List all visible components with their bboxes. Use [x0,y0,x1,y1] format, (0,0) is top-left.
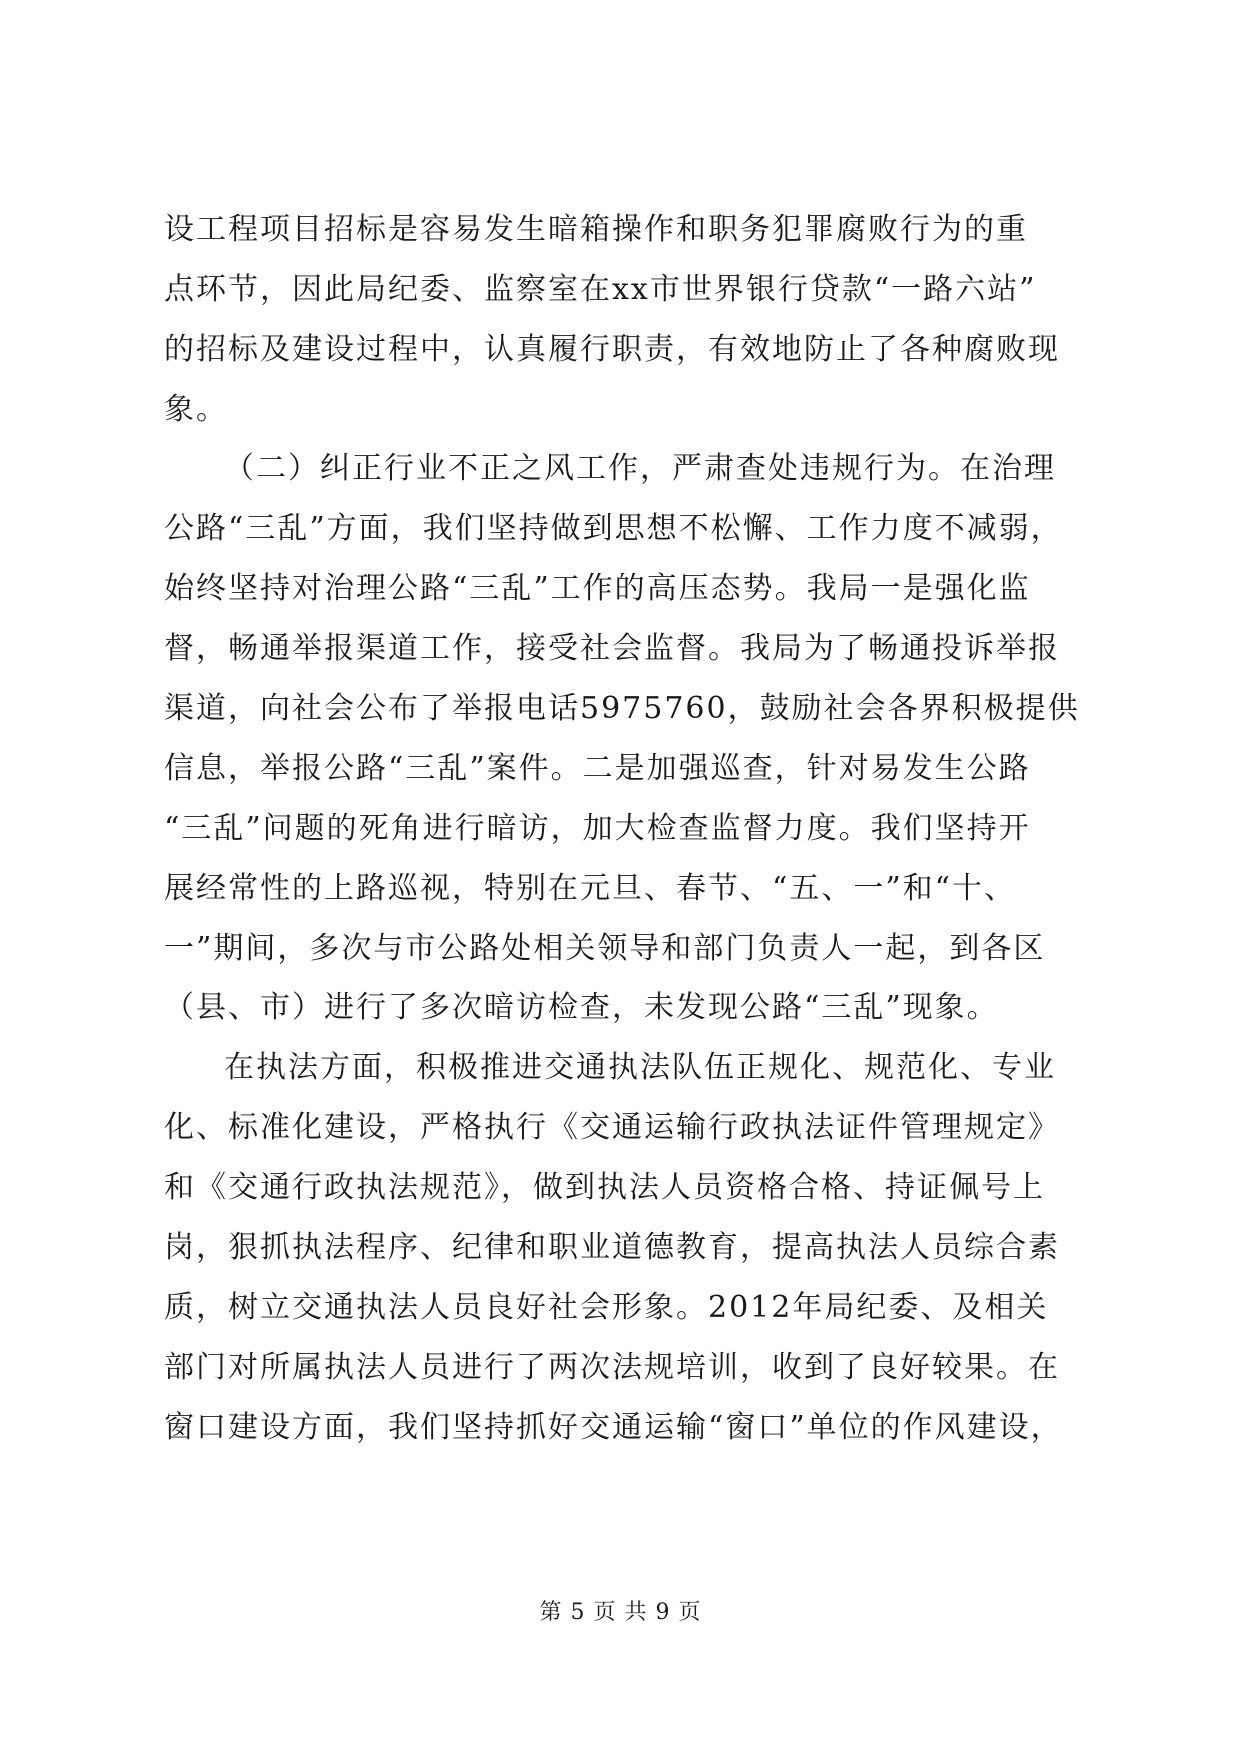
text-line: 督，畅通举报渠道工作，接受社会监督。我局为了畅通投诉举报 [164,631,1060,666]
text-line: 信息，举报公路“三乱”案件。二是加强巡查，针对易发生公路 [164,751,1031,786]
text-line: 始终坚持对治理公路“三乱”工作的高压态势。我局一是强化监 [164,571,1031,606]
text-line: 公路“三乱”方面，我们坚持做到思想不松懈、工作力度不减弱， [164,511,1063,546]
text-line: 质，树立交通执法人员良好社会形象。2012年局纪委、及相关 [164,1290,1049,1325]
text-line: （县、市）进行了多次暗访检查，未发现公路“三乱”现象。 [164,990,999,1025]
text-line: 的招标及建设过程中，认真履行职责，有效地防止了各种腐败现 [164,332,1060,367]
text-line: 岗，狠抓执法程序、纪律和职业道德教育，提高执法人员综合素 [164,1230,1060,1265]
text-line: 渠道，向社会公布了举报电话5975760，鼓励社会各界积极提供 [164,691,1080,726]
text-line: 点环节，因此局纪委、监察室在xx市世界银行贷款“一路六站” [164,272,1037,307]
text-line: 一”期间，多次与市公路处相关领导和部门负责人一起，到各区 [164,931,1046,966]
text-line: 和《交通行政执法规范》，做到执法人员资格合格、持证佩号上 [164,1170,1045,1205]
text-line: “三乱”问题的死角进行暗访，加大检查监督力度。我们坚持开 [164,811,1031,846]
text-line: 设工程项目招标是容易发生暗箱操作和职务犯罪腐败行为的重 [164,212,1028,247]
text-line: 部门对所属执法人员进行了两次法规培训，收到了良好较果。在 [164,1350,1060,1385]
text-line: 化、标准化建设，严格执行《交通运输行政执法证件管理规定》 [164,1110,1060,1145]
text-line: 窗口建设方面，我们坚持抓好交通运输“窗口”单位的作风建设， [164,1410,1063,1445]
page-number-footer: 第 5 页 共 9 页 [539,1600,702,1625]
text-line: 展经常性的上路巡视，特别在元旦、春节、“五、一”和“十、 [164,871,1017,906]
paragraph-first-line: 在执法方面，积极推进交通执法队伍正规化、规范化、专业 [224,1050,1056,1085]
paragraph-first-line: （二）纠正行业不正之风工作，严肃查处违规行为。在治理 [224,451,1056,486]
text-line: 象。 [164,392,228,427]
